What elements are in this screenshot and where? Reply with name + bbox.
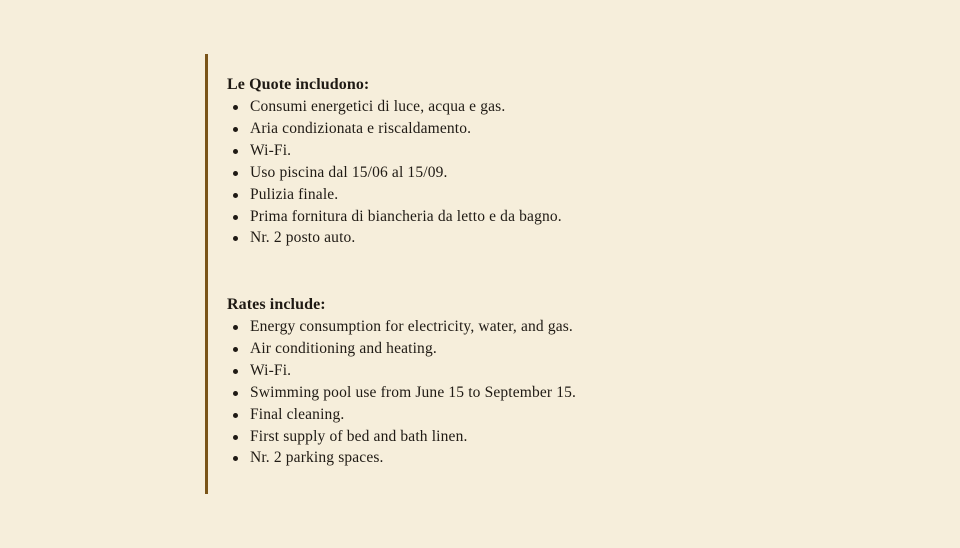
list-item <box>227 426 576 448</box>
list-item-text: Wi-Fi. <box>250 141 292 159</box>
italian-items-list <box>227 96 562 249</box>
bullet-icon <box>233 325 238 330</box>
list-item <box>227 382 576 404</box>
list-item-text: First supply of bed and bath linen. <box>250 427 468 445</box>
bullet-icon <box>233 435 238 440</box>
list-item <box>227 360 576 382</box>
english-section <box>227 295 576 469</box>
bullet-icon <box>233 193 238 198</box>
list-item <box>227 140 562 162</box>
list-item-text: Nr. 2 posto auto. <box>250 229 356 247</box>
list-item <box>227 184 562 206</box>
list-item-text: Nr. 2 parking spaces. <box>250 449 384 467</box>
bullet-icon <box>233 149 238 154</box>
italian-section <box>227 75 562 249</box>
vertical-accent-bar <box>205 54 208 494</box>
list-item <box>227 338 576 360</box>
list-item <box>227 206 562 228</box>
bullet-icon <box>233 105 238 110</box>
bullet-icon <box>233 369 238 374</box>
list-item-text: Consumi energetici di luce, acqua e gas. <box>250 98 506 115</box>
list-item-text: Air conditioning and heating. <box>250 339 437 357</box>
bullet-icon <box>233 171 238 176</box>
english-items-list <box>227 316 576 469</box>
list-item-text: Final cleaning. <box>250 405 345 423</box>
list-item <box>227 316 576 338</box>
list-item-text: Aria condizionata e riscaldamento. <box>250 119 472 137</box>
list-item <box>227 118 562 140</box>
bullet-icon <box>233 236 238 241</box>
list-item <box>227 227 562 249</box>
list-item-text: Swimming pool use from June 15 to September 15. <box>250 383 577 401</box>
italian-heading: Le Quote includono: <box>227 76 370 93</box>
list-item <box>227 404 576 426</box>
english-heading: Rates include: <box>227 296 326 313</box>
list-item-text: Wi-Fi. <box>250 361 292 379</box>
bullet-icon <box>233 413 238 418</box>
bullet-icon <box>233 391 238 396</box>
list-item-text: Prima fornitura di biancheria da letto e da bagno. <box>250 207 562 225</box>
bullet-icon <box>233 215 238 220</box>
bullet-icon <box>233 127 238 132</box>
bullet-icon <box>233 456 238 461</box>
list-item <box>227 162 562 184</box>
list-item-text: Energy consumption for electricity, water, and gas. <box>250 318 573 335</box>
list-item <box>227 96 562 118</box>
list-item-text: Pulizia finale. <box>250 185 339 203</box>
list-item-text: Uso piscina dal 15/06 al 15/09. <box>250 163 448 181</box>
bullet-icon <box>233 347 238 352</box>
list-item <box>227 447 576 469</box>
